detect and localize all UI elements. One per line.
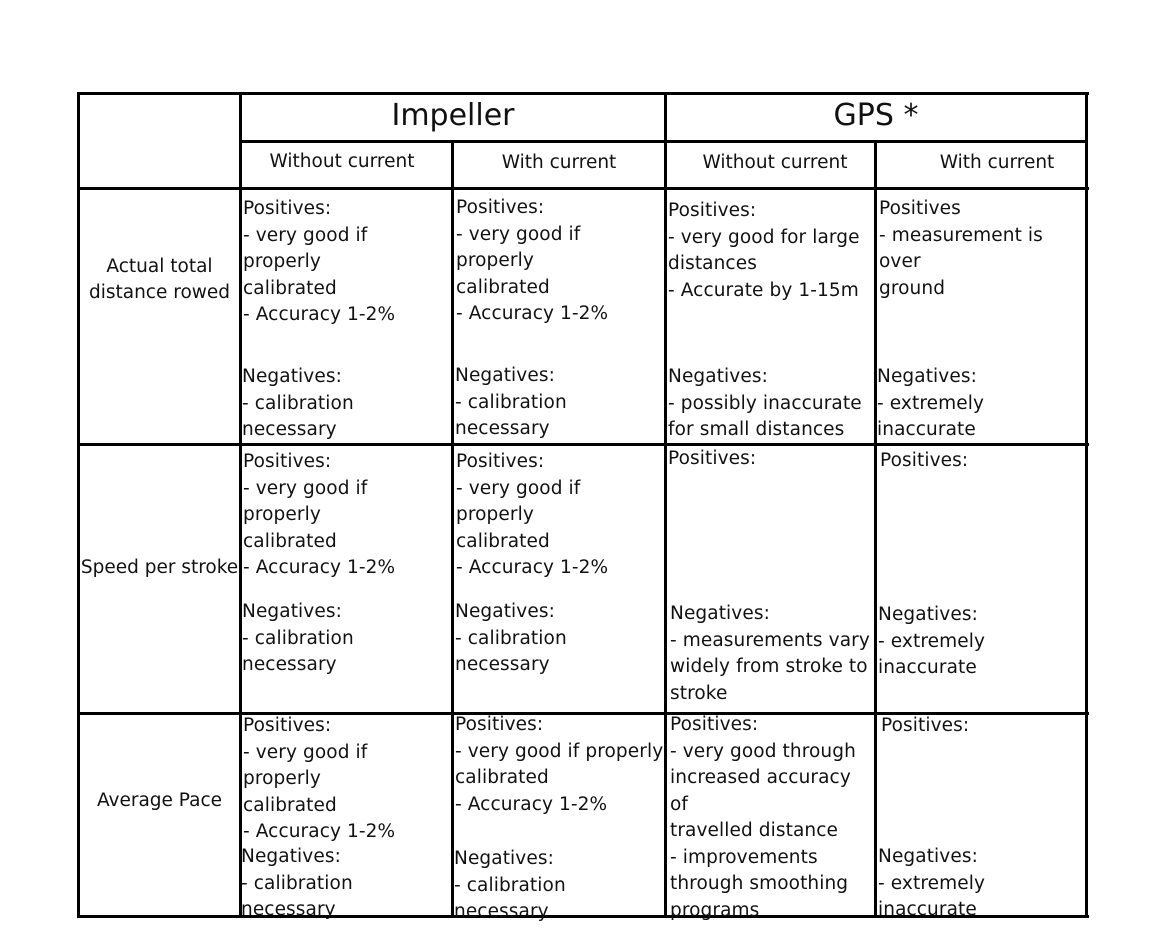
table-border-top [77, 92, 1089, 95]
subheader-impeller-without-current: Without current [269, 151, 415, 172]
subheader-gps-with-current: With current [939, 152, 1055, 173]
cell-positives: Positives - measurement is over ground [879, 198, 1043, 299]
column-divider-impeller-sub [451, 142, 454, 918]
cell-positives: Positives: - very good for large distances - Accurate by 1-15m [668, 200, 860, 301]
cell-negatives: Negatives: - possibly inaccurate for small distances [668, 366, 862, 440]
cell-positives: Positives: [880, 450, 969, 471]
group-header-underline [239, 140, 1086, 143]
cell-negatives: Negatives: - calibration necessary [242, 366, 354, 440]
row-label-total-distance: Actual total distance rowed [88, 256, 231, 303]
column-divider-label [239, 92, 242, 918]
column-divider-impeller-gps [664, 92, 667, 918]
column-divider-gps-sub [874, 142, 877, 918]
cell-positives: Positives: - very good if properly calibrated - Accuracy 1-2% [455, 714, 664, 815]
comparison-table [77, 92, 1089, 922]
cell-negatives: Negatives: - extremely inaccurate [878, 846, 985, 920]
cell-positives: Positives: [881, 715, 970, 736]
cell-positives: Positives: - very good through increased accuracy of travelled distance - improvements through smoothing programs [670, 714, 856, 921]
subheader-impeller-with-current: With current [501, 152, 617, 173]
row-label-average-pace: Average Pace [96, 790, 223, 811]
cell-negatives: Negatives: - extremely inaccurate [878, 604, 985, 678]
cell-negatives: Negatives: - measurements vary widely from stroke to stroke [670, 603, 870, 704]
cell-positives: Positives: - very good if properly calibrated - Accuracy 1-2% [243, 715, 396, 842]
cell-positives: Positives: - very good if properly calibrated - Accuracy 1-2% [243, 451, 396, 578]
cell-negatives: Negatives: - calibration necessary [455, 601, 567, 675]
table-border-right [1085, 92, 1088, 918]
cell-negatives: Negatives: - calibration necessary [242, 601, 354, 675]
group-header-impeller: Impeller [391, 98, 515, 133]
cell-negatives: Negatives: - calibration necessary [454, 848, 566, 922]
cell-positives: Positives: - very good if properly calibrated - Accuracy 1-2% [456, 451, 609, 578]
group-header-gps: GPS * [833, 98, 919, 133]
cell-negatives: Negatives: - calibration necessary [241, 846, 353, 920]
cell-positives: Positives: - very good if properly calibrated - Accuracy 1-2% [243, 198, 396, 325]
cell-negatives: Negatives: - extremely inaccurate [877, 366, 984, 440]
cell-negatives: Negatives: - calibration necessary [455, 365, 567, 439]
cell-positives: Positives: - very good if properly calibrated - Accuracy 1-2% [456, 197, 609, 324]
row-label-speed-per-stroke: Speed per stroke [80, 557, 239, 578]
cell-positives: Positives: [668, 448, 757, 469]
subheader-gps-without-current: Without current [702, 152, 848, 173]
